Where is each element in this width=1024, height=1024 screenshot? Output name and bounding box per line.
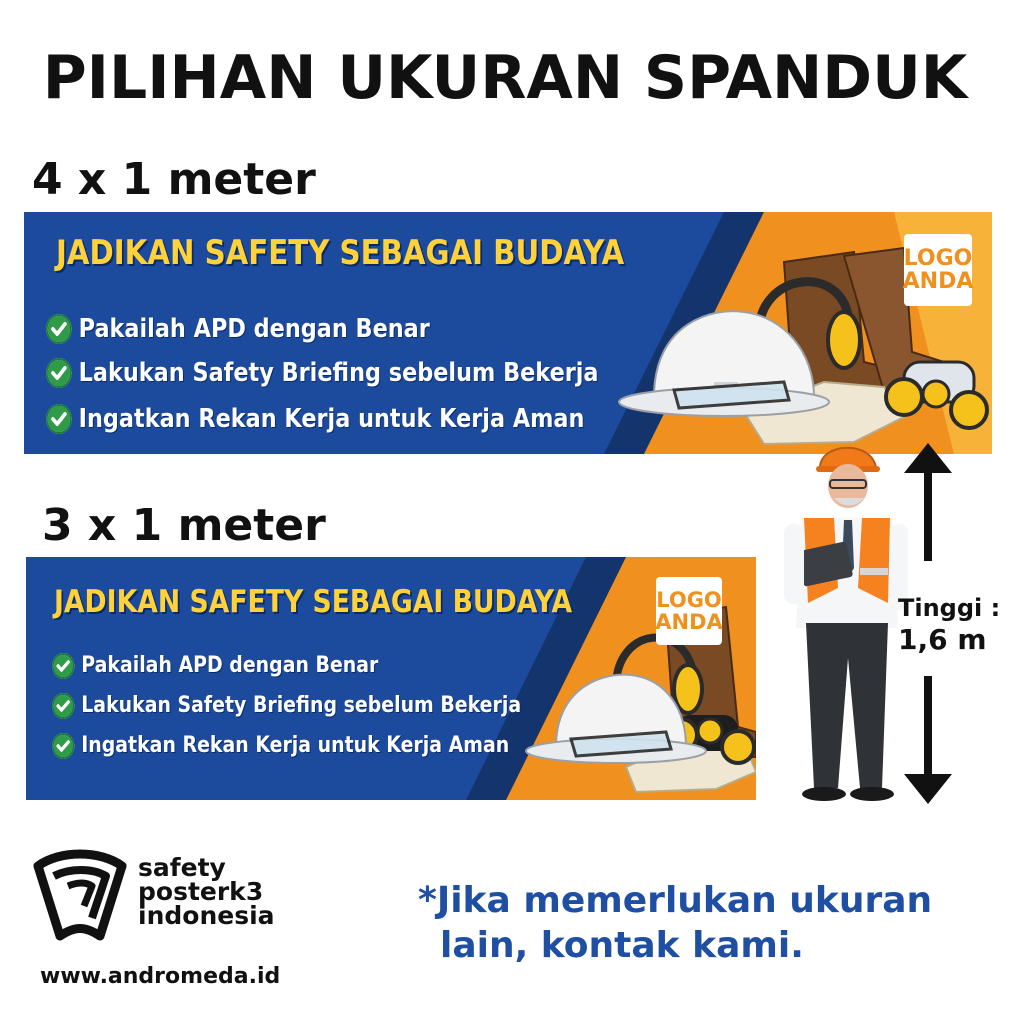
banner-3x1 [26,557,756,800]
worker-figure [772,428,912,808]
size-label-3x1: 3 x 1 meter [42,500,326,551]
note-line-2: lain, kontak kami. [440,925,804,966]
logo-line-2: ANDA [655,610,723,634]
brand-line-1: safety [138,853,226,882]
check-circle-icon [46,404,72,434]
shield-logo-icon [30,846,130,946]
logo-line-1: LOGO [656,587,722,612]
height-indicator [898,594,1000,656]
bullet-item [52,693,521,719]
brand-line-3: indonesia [138,900,275,930]
page-title: PILIHAN UKURAN SPANDUK [42,43,968,113]
contact-note [418,878,932,968]
check-circle-icon [52,653,74,679]
bullet-text: Pakailah APD dengan Benar [78,314,430,344]
bullet-text: Lakukan Safety Briefing sebelum Bekerja [78,358,599,388]
check-circle-icon [46,314,72,344]
bullet-item [46,358,599,388]
arrow-down-icon [902,676,954,806]
logo-placeholder [904,234,972,306]
bullet-item [46,314,430,344]
website-link[interactable]: www.andromeda.id [40,964,281,989]
arrow-up-icon [902,443,954,563]
logo-line-2: ANDA [902,269,974,294]
bullet-text: Lakukan Safety Briefing sebelum Bekerja [81,693,522,718]
brand-line-2: posterk3 [138,876,264,906]
bullet-item [46,404,584,434]
bullet-item [52,653,378,679]
note-line-1: *Jika memerlukan ukuran [418,880,933,921]
bullet-text: Ingatkan Rekan Kerja untuk Kerja Aman [78,404,585,434]
banner-headline: JADIKAN SAFETY SEBAGAI BUDAYA [54,584,573,620]
check-circle-icon [52,733,74,759]
logo-placeholder [656,577,722,645]
bullet-text: Ingatkan Rekan Kerja untuk Kerja Aman [81,733,510,758]
banner-headline: JADIKAN SAFETY SEBAGAI BUDAYA [56,233,625,273]
banner-4x1 [24,212,992,454]
brand-name [138,853,275,930]
size-label-4x1: 4 x 1 meter [32,154,316,205]
height-label: Tinggi : [898,594,1001,622]
bullet-text: Pakailah APD dengan Benar [81,653,379,678]
check-circle-icon [52,693,74,719]
bullet-item [52,733,509,759]
height-value: 1,6 m [898,622,987,656]
logo-line-1: LOGO [903,245,973,271]
check-circle-icon [46,358,72,388]
